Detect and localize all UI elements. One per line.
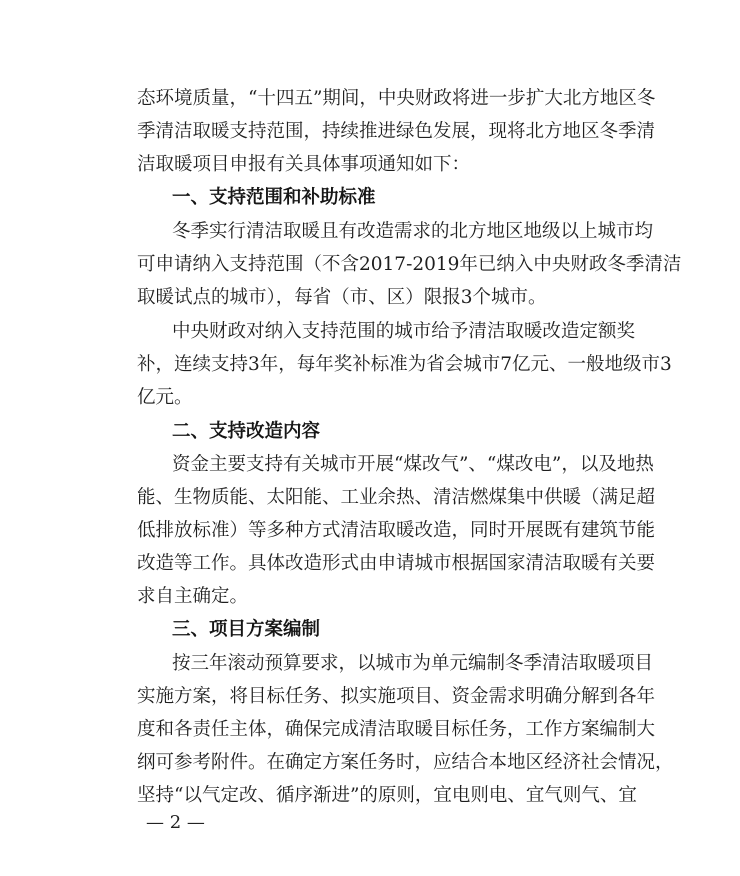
section-2-line-5: 求自主确定。 — [137, 586, 249, 607]
section-1-para-1-line-1: 冬季实行清洁取暖且有改造需求的北方地区地级以上城市均 — [172, 221, 654, 242]
intro-line-2: 季清洁取暖支持范围，持续推进绿色发展，现将北方地区冬季清 — [137, 121, 656, 142]
section-2-line-2: 能、生物质能、太阳能、工业余热、清洁燃煤集中供暖（满足超 — [137, 487, 656, 508]
section-2-line-4: 改造等工作。具体改造形式由申请城市根据国家清洁取暖有关要 — [137, 553, 656, 574]
section-1-para-1-line-2: 可申请纳入支持范围（不含2017-2019年已纳入中央财政冬季清洁 — [137, 254, 682, 275]
section-3-line-5: 坚持“以气定改、循序渐进”的原则，宜电则电、宜气则气、宜 — [137, 785, 637, 806]
intro-line-3: 洁取暖项目申报有关具体事项通知如下： — [137, 154, 471, 175]
page-number: — 2 — — [146, 812, 205, 833]
section-3-line-1: 按三年滚动预算要求，以城市为单元编制冬季清洁取暖项目 — [172, 653, 654, 674]
section-3-line-2: 实施方案，将目标任务、拟实施项目、资金需求明确分解到各年 — [137, 686, 656, 707]
section-2-line-1: 资金主要支持有关城市开展“煤改气”、“煤改电”，以及地热 — [172, 454, 654, 475]
section-1-para-2-line-3: 亿元。 — [137, 387, 193, 408]
intro-line-1: 态环境质量，“十四五”期间，中央财政将进一步扩大北方地区冬 — [137, 88, 656, 109]
section-1-para-1-line-3: 取暖试点的城市），每省（市、区）限报3个城市。 — [137, 287, 547, 308]
section-3-heading: 三、项目方案编制 — [172, 619, 321, 640]
section-2-line-3: 低排放标准）等多种方式清洁取暖改造，同时开展既有建筑节能 — [137, 520, 656, 541]
section-1-heading: 一、支持范围和补助标准 — [172, 187, 376, 208]
section-2-heading: 二、支持改造内容 — [172, 421, 321, 442]
section-3-line-4: 纲可参考附件。在确定方案任务时，应结合本地区经济社会情况， — [137, 752, 674, 773]
section-1-para-2-line-2: 补，连续支持3年，每年奖补标准为省会城市7亿元、一般地级市3 — [137, 354, 672, 375]
section-1-para-2-line-1: 中央财政对纳入支持范围的城市给予清洁取暖改造定额奖 — [172, 321, 635, 342]
section-3-line-3: 度和各责任主体，确保完成清洁取暖目标任务，工作方案编制大 — [137, 719, 656, 740]
